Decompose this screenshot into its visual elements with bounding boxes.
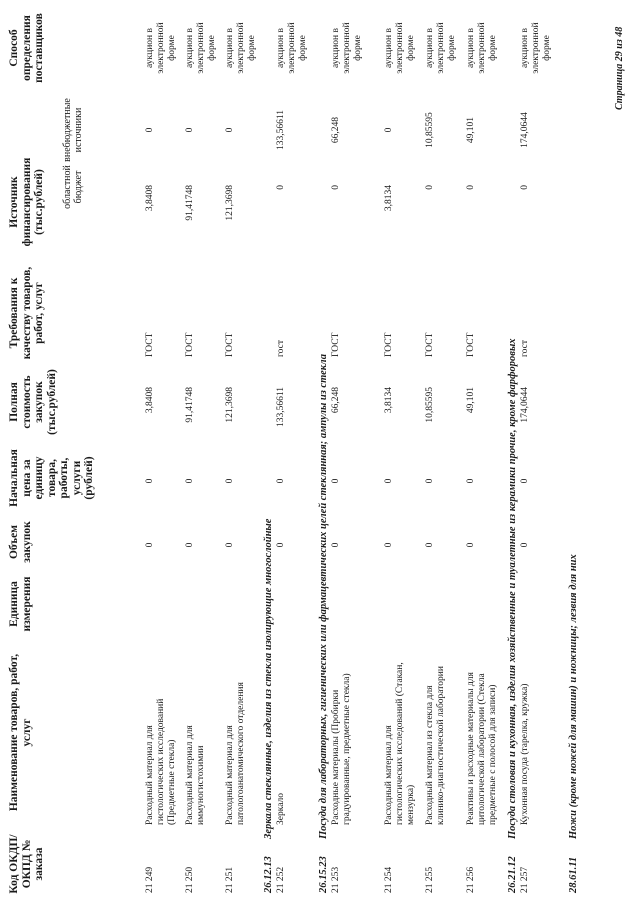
- header-total: Полная стоимость закупок (тыс.рублей): [8, 369, 58, 435]
- row-quality: ГОСТ: [145, 332, 155, 357]
- section-title: Зеркала стеклянные, изделия из стекла изолирующие многослойные: [263, 518, 274, 839]
- row-price: 0: [520, 478, 530, 484]
- row-volume: 0: [520, 542, 530, 548]
- row-name: Расходный материал из стекла для клинико-диагностической лаборатории: [425, 666, 446, 825]
- row-regional: 0: [276, 185, 286, 190]
- row-volume: 0: [425, 542, 435, 548]
- section-code: 26.12.13: [263, 856, 274, 893]
- row-volume: 0: [145, 542, 155, 548]
- row-quality: гост: [520, 339, 530, 357]
- header-funding: Источник финансирования (тыс.рублей): [8, 157, 45, 247]
- header-funding-regional: областной бюджет: [62, 165, 84, 209]
- row-name: Расходный материал для иммуногистохимии: [185, 725, 206, 825]
- page-number: Страница 29 из 48: [614, 26, 625, 110]
- row-price: 0: [466, 478, 476, 484]
- section-title: Посуда столовая и кухонная, изделия хозяйственные и туалетные из керамики прочие, кроме фарфоровых: [507, 338, 518, 839]
- row-price: 0: [384, 478, 394, 484]
- row-name: Реактивы и расходные материалы для цитологической лаборатории (Стекла предметные с полосой для записи): [466, 672, 498, 825]
- header-quality: Требования к качеству товаров, работ, услуг: [8, 266, 45, 360]
- row-total: 174,0644: [520, 387, 530, 423]
- row-total: 66,248: [331, 387, 341, 414]
- row-volume: 0: [225, 542, 235, 548]
- section-code: 28.61.11: [568, 856, 579, 893]
- row-price: 0: [276, 478, 286, 484]
- row-price: 0: [145, 478, 155, 484]
- row-offbudget: 10,85595: [425, 112, 435, 148]
- header-method: Способ определения поставщиков: [8, 13, 45, 83]
- section-title: Ножи (кроме ножей для машин) и ножницы; лезвия для них: [568, 554, 579, 839]
- row-quality: ГОСТ: [384, 332, 394, 357]
- row-code: 21 250: [185, 866, 195, 893]
- row-code: 21 249: [145, 866, 155, 893]
- row-price: 0: [425, 478, 435, 484]
- row-offbudget: 0: [225, 127, 235, 133]
- row-regional: 3,8134: [384, 185, 394, 212]
- row-name: Расходный материал для патологоанатомического отделения: [225, 682, 246, 825]
- row-code: 21 255: [425, 866, 435, 893]
- row-offbudget: 66,248: [331, 116, 341, 144]
- section-title: Посуда для лабораторных, гигиенических или фармацевтических целей стеклянная; ампулы из стекла: [318, 354, 329, 839]
- row-code: 21 252: [276, 866, 286, 893]
- row-code: 21 253: [331, 866, 341, 893]
- row-volume: 0: [331, 542, 341, 548]
- row-total: 49,101: [466, 387, 476, 414]
- row-price: 0: [225, 478, 235, 484]
- row-regional: 0: [466, 185, 476, 190]
- row-price: 0: [331, 478, 341, 484]
- row-regional: 91,41748: [185, 185, 195, 221]
- row-method: аукцион в электронной форме: [384, 22, 416, 74]
- row-code: 21 251: [225, 866, 235, 893]
- row-quality: ГОСТ: [466, 332, 476, 357]
- row-code: 21 254: [384, 866, 394, 893]
- header-volume: Объем закупок: [8, 521, 33, 563]
- header-price: Начальная цена за единицу товара, работы, услуги (рублей): [8, 449, 95, 507]
- row-offbudget: 174,0644: [520, 112, 530, 148]
- row-quality: ГОСТ: [185, 332, 195, 357]
- row-code: 21 256: [466, 866, 476, 893]
- header-code: Код ОКДП/ ОКПД № заказа: [8, 834, 45, 894]
- row-regional: 0: [520, 185, 530, 190]
- header-name: Наименование товаров, работ, услуг: [8, 653, 33, 812]
- row-method: аукцион в электронной форме: [145, 22, 177, 74]
- row-quality: ГОСТ: [425, 332, 435, 357]
- row-regional: 121,3698: [225, 185, 235, 221]
- row-method: аукцион в электронной форме: [466, 22, 498, 74]
- row-offbudget: 0: [185, 127, 195, 133]
- row-offbudget: 0: [384, 127, 394, 133]
- row-offbudget: 0: [145, 127, 155, 133]
- row-name: Расходный материал для гистологических исследований (Предметные стекла): [145, 698, 177, 825]
- row-total: 3,8134: [384, 387, 394, 414]
- row-name: Расходный материал для гистологических исследований (Стакан, мензурка): [384, 662, 416, 825]
- row-total: 10,85595: [425, 387, 435, 423]
- header-unit: Единица измерения: [8, 576, 33, 632]
- row-offbudget: 133,56611: [276, 109, 286, 151]
- row-quality: гост: [276, 339, 286, 357]
- row-quality: ГОСТ: [331, 332, 341, 357]
- header-funding-offbudget: внебюджетные источники: [62, 98, 84, 162]
- row-volume: 0: [384, 542, 394, 548]
- row-quality: ГОСТ: [225, 332, 235, 357]
- row-method: аукцион в электронной форме: [225, 22, 257, 74]
- row-volume: 0: [466, 542, 476, 548]
- row-volume: 0: [185, 542, 195, 548]
- row-name: Расходные материалы (Пробирки градуированные, предметные стекла): [331, 673, 352, 825]
- row-regional: 0: [425, 185, 435, 190]
- row-total: 121,3698: [225, 387, 235, 423]
- row-method: аукцион в электронной форме: [331, 22, 363, 74]
- row-volume: 0: [276, 542, 286, 548]
- row-method: аукцион в электронной форме: [276, 22, 308, 74]
- row-total: 133,56611: [276, 387, 286, 428]
- row-total: 3,8408: [145, 387, 155, 414]
- row-code: 21 257: [520, 866, 530, 893]
- section-code: 26.21.12: [507, 856, 518, 893]
- row-method: аукцион в электронной форме: [425, 22, 457, 74]
- section-code: 26.15.23: [318, 856, 329, 893]
- row-name: Кухонная посуда (тарелка, кружка): [520, 683, 530, 825]
- row-method: аукцион в электронной форме: [185, 22, 217, 74]
- row-regional: 0: [331, 185, 341, 190]
- row-method: аукцион в электронной форме: [520, 22, 552, 74]
- row-total: 91,41748: [185, 387, 195, 423]
- row-price: 0: [185, 478, 195, 484]
- row-regional: 3,8408: [145, 185, 155, 212]
- row-name: Зеркало: [276, 793, 286, 825]
- row-offbudget: 49,101: [466, 116, 476, 144]
